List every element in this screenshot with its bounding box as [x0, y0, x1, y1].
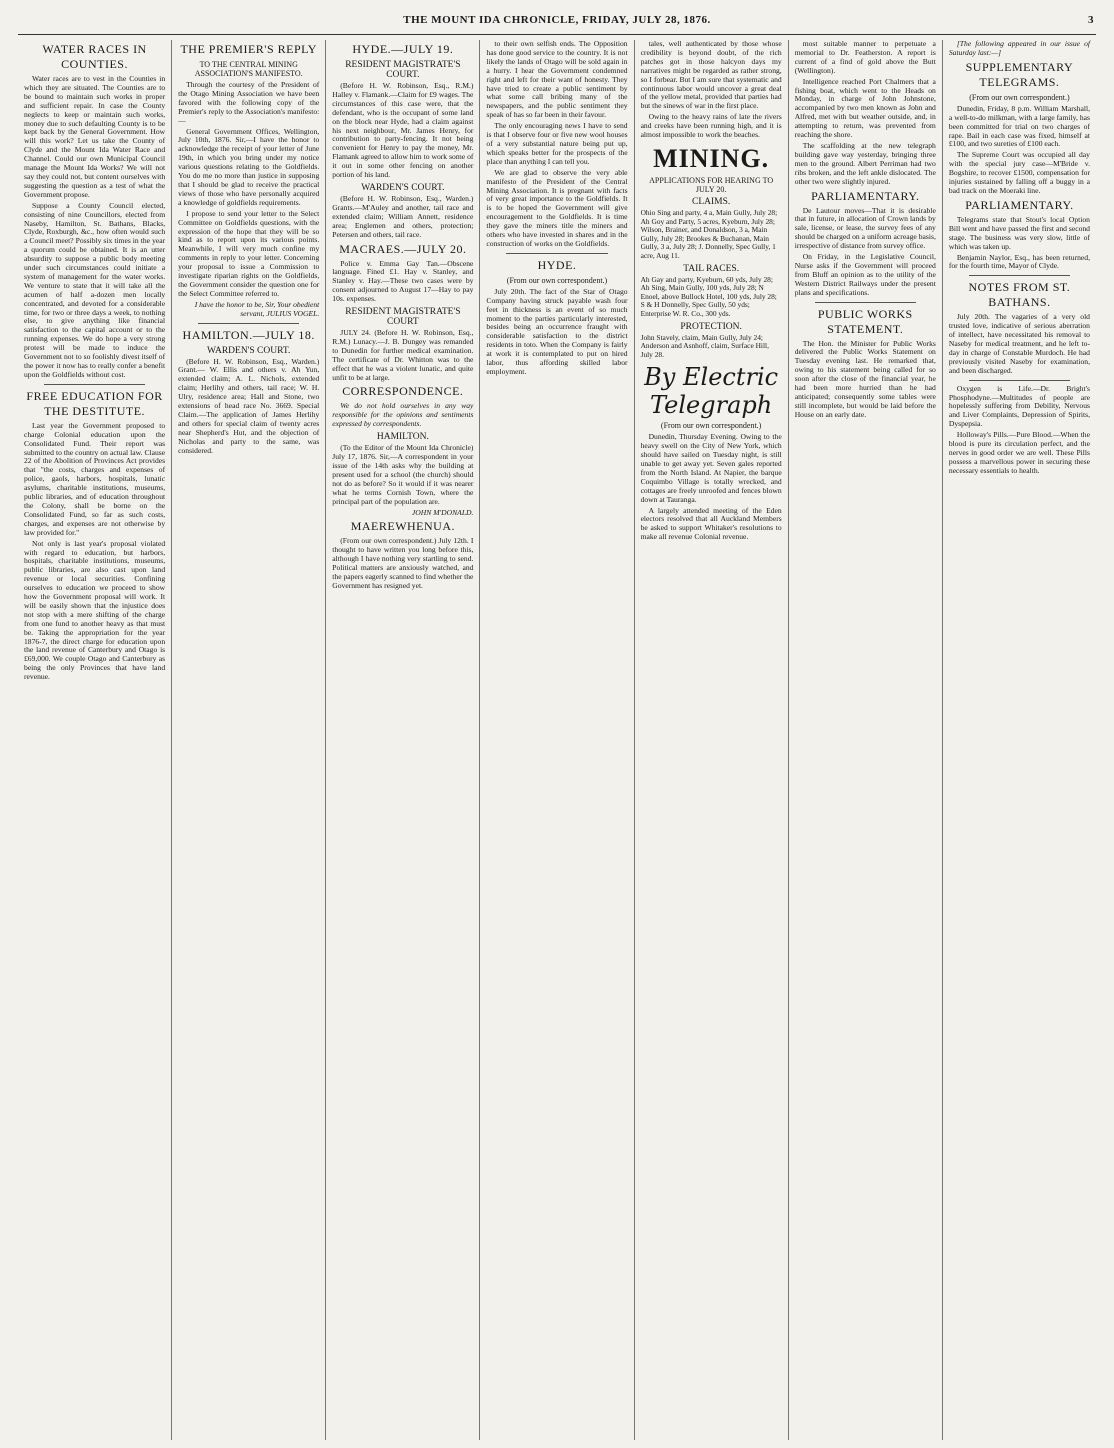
subheadline: WARDEN'S COURT.	[361, 182, 445, 193]
headline-notes-st-bathans: NOTES FROM ST. BATHANS.	[968, 280, 1071, 310]
divider	[506, 253, 607, 254]
headline-water-races: WATER RACES IN COUNTIES.	[42, 42, 147, 71]
headline-hyde: HYDE.—JULY 19.	[352, 42, 454, 56]
article-paragraph: July 20th. The fact of the Star of Otago Company having struck payable wash four feet in thickness is an event of so much moment to the parties particularly interested, besides being an occurrence fraught with considerable satisfaction to the district residents in toto. When the Company is fairly at work it is contemplated to put on hired labor, thus affording skilled labor employment.	[486, 286, 628, 376]
article-paragraph: A largely attended meeting of the Eden electors resolved that all Auckland Members be asked to support Whitaker's resolutions to make all revenue Colonial revenue.	[640, 505, 782, 542]
article-paragraph: most suitable manner to perpetuate a memorial to Dr. Featherston. A report is current of a find of gold above the Butt (Wellington).	[794, 40, 936, 75]
subheadline: (From our own correspondent.)	[969, 92, 1070, 102]
divider	[969, 275, 1070, 276]
divider	[815, 302, 916, 303]
column-6	[789, 40, 943, 1440]
article-paragraph: to their own selfish ends. The Opposition has done good service to the country. It is not likely the lands of Otago will be sold again in a hurry. I hear the Government condemned right and left for their want of honesty. They have tried to create a public sentiment by what some call bribing many of the newspapers, and the public sentiment they speak of has so far been in their favour.	[486, 40, 628, 120]
subheadline: WARDEN'S COURT.	[207, 345, 291, 356]
article-paragraph: JULY 24. (Before H. W. Robinson, Esq., R.M.) Lunacy.—J. B. Dungey was remanded to Dunedin for further medical examination. The certificate of Dr. Whitton was to the effect that he was a violent lunatic, and quite unfit to be at large.	[332, 328, 474, 382]
subheadline: HAMILTON.	[376, 432, 429, 443]
claims-list: Ohio Sing and party, 4 a, Main Gully, July 28; Ah Goy and Party, 5 acres, Kyeburn, July 28; Wilson, Brainer, and Donaldson, 3 a, Main Gully, July 28; Brookes & Buchanan, Main Gully, 3 a, July 28; J. Donnelly, Spec Gully, 1 acre, Aug 11.	[640, 207, 778, 260]
article-paragraph: (Before H. W. Robinson, Esq., R.M.) Halley v. Flamank.—Claim for £9 wages. The circumstances of this case were, that the defendant, who is the occupant of some land on the block near Hyde, had a claim against his next neighbour, Mr. James Henry, for contribution to party-fencing. It not being convenient for Henry to pay the money, Mr. Flamank agreed to allow him to work some of it out in some other fencing on another portion of his land.	[332, 81, 474, 180]
column-5	[635, 40, 789, 1440]
article-paragraph: The Supreme Court was occupied all day with the special jury case—M'Bride v. Bogshire, to recover £1500, compensation for injuries sustained by falling off a buggy in a bad track on the Moeraki line.	[948, 150, 1090, 195]
article-paragraph: Dunedin, Thursday Evening. Owing to the heavy swell on the City of New York, which should have sailed on Tuesday night, is still unable to get away yet. Seven gales reported from the North Island. At Napier, the barque Coquimbo Village is totally wrecked, and cottages are freely unroofed and fences blown down at Tauranga.	[640, 432, 782, 504]
headline-macraes: MACRAES.—JULY 20.	[339, 241, 467, 256]
article-paragraph: Through the courtesy of the President of the Otago Mining Association we have been favored with the following copy of the Premier's reply to the Association's manifesto:—	[178, 80, 320, 125]
subheadline: APPLICATIONS FOR HEARING TO JULY 20.	[649, 175, 774, 194]
columns	[18, 40, 1096, 1440]
advertisement: Oxygen is Life.—Dr. Bright's Phosphodyne.—Multitudes of people are hopelessly suffering from Debility, Nervous and Liver Complaints, Depression of Spirits, Dyspepsia.	[948, 383, 1090, 429]
article-paragraph: The only encouraging news I have to send is that I observe four or five new wool houses of a very substantial nature being put up, which speaks better for the prospects of the place than anything I can tell you.	[486, 121, 628, 166]
page-number: 3	[1088, 14, 1094, 26]
article-paragraph: Not only is last year's proposal violated with regard to education, but harbors, hospitals, charitable institutions, museums, public libraries, are also cast upon land revenue or local securities. Confining ourselves to education we proceed to show how the Government proposal will work. It will be easily shown that the injustice does not stop with a mere shifting of the charge from one fund to another heavy as that must be. Taking the appropriation for the year 1876-7, the direct charge for education upon the land revenue of Canterbury and Otago is £69,000. We couple Otago and Canterbury as being the only Provinces that have land revenue.	[24, 538, 166, 682]
article-paragraph: (From our own correspondent.) July 12th. I thought to have written you long before this, although I have nothing very startling to send. Political matters are anxiously watched, and the papers eagerly scanned to find whether the Government has resigned yet.	[332, 536, 474, 590]
article-paragraph: Water races are to vest in the Counties in which they are situated. The Counties are to be bound to maintain such works in proper and sufficient repair. In case the County neglects to keep or maintain such works, money due to such defaulting County is to be kept back by the General Government. How will this work? Let us take the County of Clyde and the Mount Ida Water Race and Channel. Could our own Municipal Council manage the Mount Ida Works? We will not say they could not, but content ourselves with suggesting the question as a test of what the Government propose.	[24, 74, 166, 199]
article-paragraph: Owing to the heavy rains of late the rivers and creeks have been running high, and it is almost impossible to work the beaches.	[640, 112, 782, 140]
article-paragraph: July 20th. The vagaries of a very old trusted love, indicative of serious aberration of intellect, have necessitated his removal to Naseby for medical treatment, and he left to-day in charge of Constable Murdoch. He had previously visited Naseby for examination, and been discharged.	[948, 312, 1090, 375]
letter-signature: I have the honor to be, Sir, Your obedient servant, JULIUS VOGEL.	[194, 299, 320, 318]
subheadline: (From our own correspondent.)	[506, 275, 608, 285]
divider	[44, 384, 145, 385]
editor-note: [The following appeared in our issue of Saturday last:—]	[948, 40, 1090, 57]
divider	[198, 323, 299, 324]
headline-free-education: FREE EDUCATION FOR THE DESTITUTE.	[26, 388, 163, 418]
column-7	[943, 40, 1096, 1440]
headline-electric-telegraph: By Electric Telegraph	[644, 363, 779, 420]
column-4	[480, 40, 634, 1440]
column-3	[326, 40, 480, 1440]
headline-correspondence: CORRESPONDENCE.	[342, 384, 464, 399]
masthead	[18, 10, 1096, 35]
article-paragraph: We are glad to observe the very able manifesto of the President of the Central Mining Association. It is pregnant with facts of very great importance to the Goldfields. It is to be hoped the Government will give encouragement to the Goldfields. It is time they gave the miners title the miners and others who have invested in shares and in the construction of works on the Goldfields.	[486, 167, 628, 248]
subheadline: RESIDENT MAGISTRATE'S COURT	[345, 307, 461, 328]
headline-hyde-2: HYDE.	[537, 257, 577, 272]
article-paragraph: General Government Offices, Wellington, July 10th, 1876. Sir,—I have the honor to acknowledge the receipt of your letter of June 19th, in which you bring under my notice various questions relating to the Goldfields. You do me no more than justice in supposing that I should be glad to receive the practical views of those who have personally acquired a knowledge of goldfields requirements.	[178, 126, 320, 207]
advertisement: Holloway's Pills.—Pure Blood.—When the blood is pure its circulation perfect, and the nerves in good order we are well. These Pills possess a marvellous power in securing these necessary essentials to health.	[948, 430, 1090, 475]
article-paragraph: Police v. Emma Gay Tan.—Obscene language. Fined £1. Hay v. Stanley, and Stanley v. Hay.—These two cases were by consent adjourned to August 17—Hay to pay 10s. expenses.	[332, 258, 474, 304]
newspaper-title: THE MOUNT IDA CHRONICLE, FRIDAY, JULY 28, 1876.	[403, 14, 711, 26]
article-paragraph: Last year the Government proposed to charge Colonial education upon the Consolidated Fund. Their report was submitted to the country on actual law. Clause 22 of the Abolition of Provinces Act provides that "the costs, charges and expenses of police, gaols, harbors, hospitals, lunatic asylums, charitable institutions, museums, public libraries, and of education throughout the Colony, shall be borne on the Consolidated Fund, so far as such costs, charges, and expenses are not otherwise by law provided for."	[24, 420, 166, 537]
subheadline: TO THE CENTRAL MINING ASSOCIATION'S MANIFESTO.	[194, 60, 303, 78]
divider	[969, 380, 1070, 381]
article-paragraph: (Before H. W. Robinson, Esq., Warden.) Grant.— W. Ellis and others v. Ah Yun, extended claim; A. L. Nichols, extended claim; Herlihy and others, tail race; W. H. Ulry, residence area; Hall and Stone, two extensions of head race No. 3669. Special Claim.—The application of James Herlihy and others for special claim of twenty acres near Shepherd's Hut, and the objection of Nicholas and party to the same, was considered.	[178, 356, 320, 455]
headline-hamilton: HAMILTON.—JULY 18.	[182, 327, 315, 342]
headline-parliamentary: PARLIAMENTARY.	[811, 188, 920, 203]
article-paragraph: (Before H. W. Robinson, Esq., Warden.) Grants.—M'Auley and another, tail race and extended claim; William Annett, residence area; Englemen and others, protection; Petersen and others, tail race.	[332, 193, 474, 239]
subheadline: RESIDENT MAGISTRATE'S COURT.	[345, 60, 461, 80]
article-paragraph: Suppose a County Council elected, consisting of nine Councillors, elected from Naseby, Hamilton, St. Bathans, Blacks, Clyde, Roxburgh, &c., how often would such a Council meet? Possibly six times in the year a quorum could be obtained. It is an utter absurdity to suppose a public body meeting under such circumstances could initiate a system of management for the water works. We venture to state that it will take all the acumen of half a-dozen men locally concentrated, and devoted for a considerable time, for two or three days a week, to nothing else, to give anything like financial satisfaction to the capital account or to the running expenses. We do hope a very strong protest will be made to induce the Government not to so foolishly divest itself of the power it now has to really confer a benefit upon the Goldfields without cost.	[24, 200, 166, 379]
subheadline: CLAIMS.	[691, 196, 731, 207]
headline-mining: MINING.	[653, 143, 770, 173]
column-1	[18, 40, 172, 1440]
article-paragraph: The Hon. the Minister for Public Works delivered the Public Works Statement on Tuesday evening last. He remarked that, owing to his statement being called for so soon after the close of the financial year, he had been more hurried than he had anticipated; consequently some tables were still incomplete, but would be laid before the House on an early date.	[794, 338, 936, 419]
letter-signature: JOHN M'DONALD.	[411, 507, 474, 517]
article-paragraph: Benjamin Naylor, Esq., has been returned, for the fourth time, Mayor of Clyde.	[948, 252, 1090, 271]
article-paragraph: We do not hold ourselves in any way responsible for the opinions and sentiments expressed by correspondents.	[332, 401, 474, 429]
article-paragraph: On Friday, in the Legislative Council, Nurse asks if the Government will proceed from Bluff an opinion as to the utility of the Western District Railways under the present plans and specifications.	[794, 252, 936, 297]
article-paragraph: Telegrams state that Stout's local Option Bill went and have passed the first and second stage. The business was very slow, little of which was taken up.	[948, 214, 1090, 251]
headline-parliamentary-2: PARLIAMENTARY.	[965, 197, 1074, 212]
headline-maerewhenua: MAEREWHENUA.	[350, 519, 456, 534]
article-paragraph: De Lautour moves—That it is desirable that in future, in allocation of Crown lands by sale, license, or lease, the survey fees of any should be charged on a uniform acreage basis, irrespective of distance from survey office.	[794, 205, 936, 251]
protection-list: John Stavely, claim, Main Gully, July 24; Anderson and Asnhoff, claim, Surface Hill, July 28.	[640, 332, 769, 359]
headline-supplementary-telegrams: SUPPLEMENTARY TELEGRAMS.	[965, 59, 1074, 89]
headline-public-works: PUBLIC WORKS STATEMENT.	[817, 306, 913, 336]
subheadline: (From our own correspondent.)	[660, 421, 762, 431]
subheadline: PROTECTION.	[680, 321, 742, 332]
article-paragraph: tales, well authenticated by those whose credibility is beyond doubt, of the rich patches got in those halcyon days my narratives might be regarded as rather strong, so I forbear. But I am sure that systematic and continuous labor would uncover a great deal of the yellow metal, provided that parties had but the sinews of war in the first place.	[640, 40, 782, 111]
article-paragraph: (To the Editor of the Mount Ida Chronicle) July 17, 1876. Sir,—A correspondent in your issue of the 14th asks why the building at present used for a school (the church) should not do as before? So it would if it was nearer what he terms Cornish Town, where the principal part of the population are.	[332, 443, 474, 506]
article-paragraph: Intelligence reached Port Chalmers that a fishing boat, which went to the Heads on Monday, in charge of John Johnstone, accompanied by two men known as John and Alfred, met with but weather outside, and, in attempting to return, was prevented from reaching the shore.	[794, 76, 936, 140]
column-2	[172, 40, 326, 1440]
article-paragraph: The scaffolding at the new telegraph building gave way yesterday, bringing three men to the ground. Albert Perriman had two ribs broken, and the left ankle dislocated. The other two were slightly injured.	[794, 140, 936, 186]
tail-races-list: Ah Gay and party, Kyeburn, 60 yds, July 28; Ah Sing, Main Gully, 100 yds, July 28; N Enoel, above Bullock Hotel, 100 yds, July 28; S & H Donnelly, Spec Gully, 50 yds; Enterprise W. R. Co., 300 yds.	[640, 274, 777, 318]
article-paragraph: Dunedin, Friday, 8 p.m. William Marshall, a well-to-do milkman, with a large family, has been committed for trial on two charges of rape. Bail in each case was fixed, himself at £100, and two sureties of £100 each.	[948, 103, 1090, 149]
article-paragraph: I propose to send your letter to the Select Committee on Goldfields questions, with the expression of the hope that they will be so kind as to report upon its various points. Meanwhile, I will very much confine my comments in reply to your letter. Concerning your proposal to issue a Commission to investigate riparian rights on the Goldfields, the Government consider the question one for the Select Committee referred to.	[178, 208, 320, 298]
subheadline: TAIL RACES.	[683, 263, 740, 274]
headline-premiers-reply: THE PREMIER'S REPLY	[180, 42, 317, 56]
